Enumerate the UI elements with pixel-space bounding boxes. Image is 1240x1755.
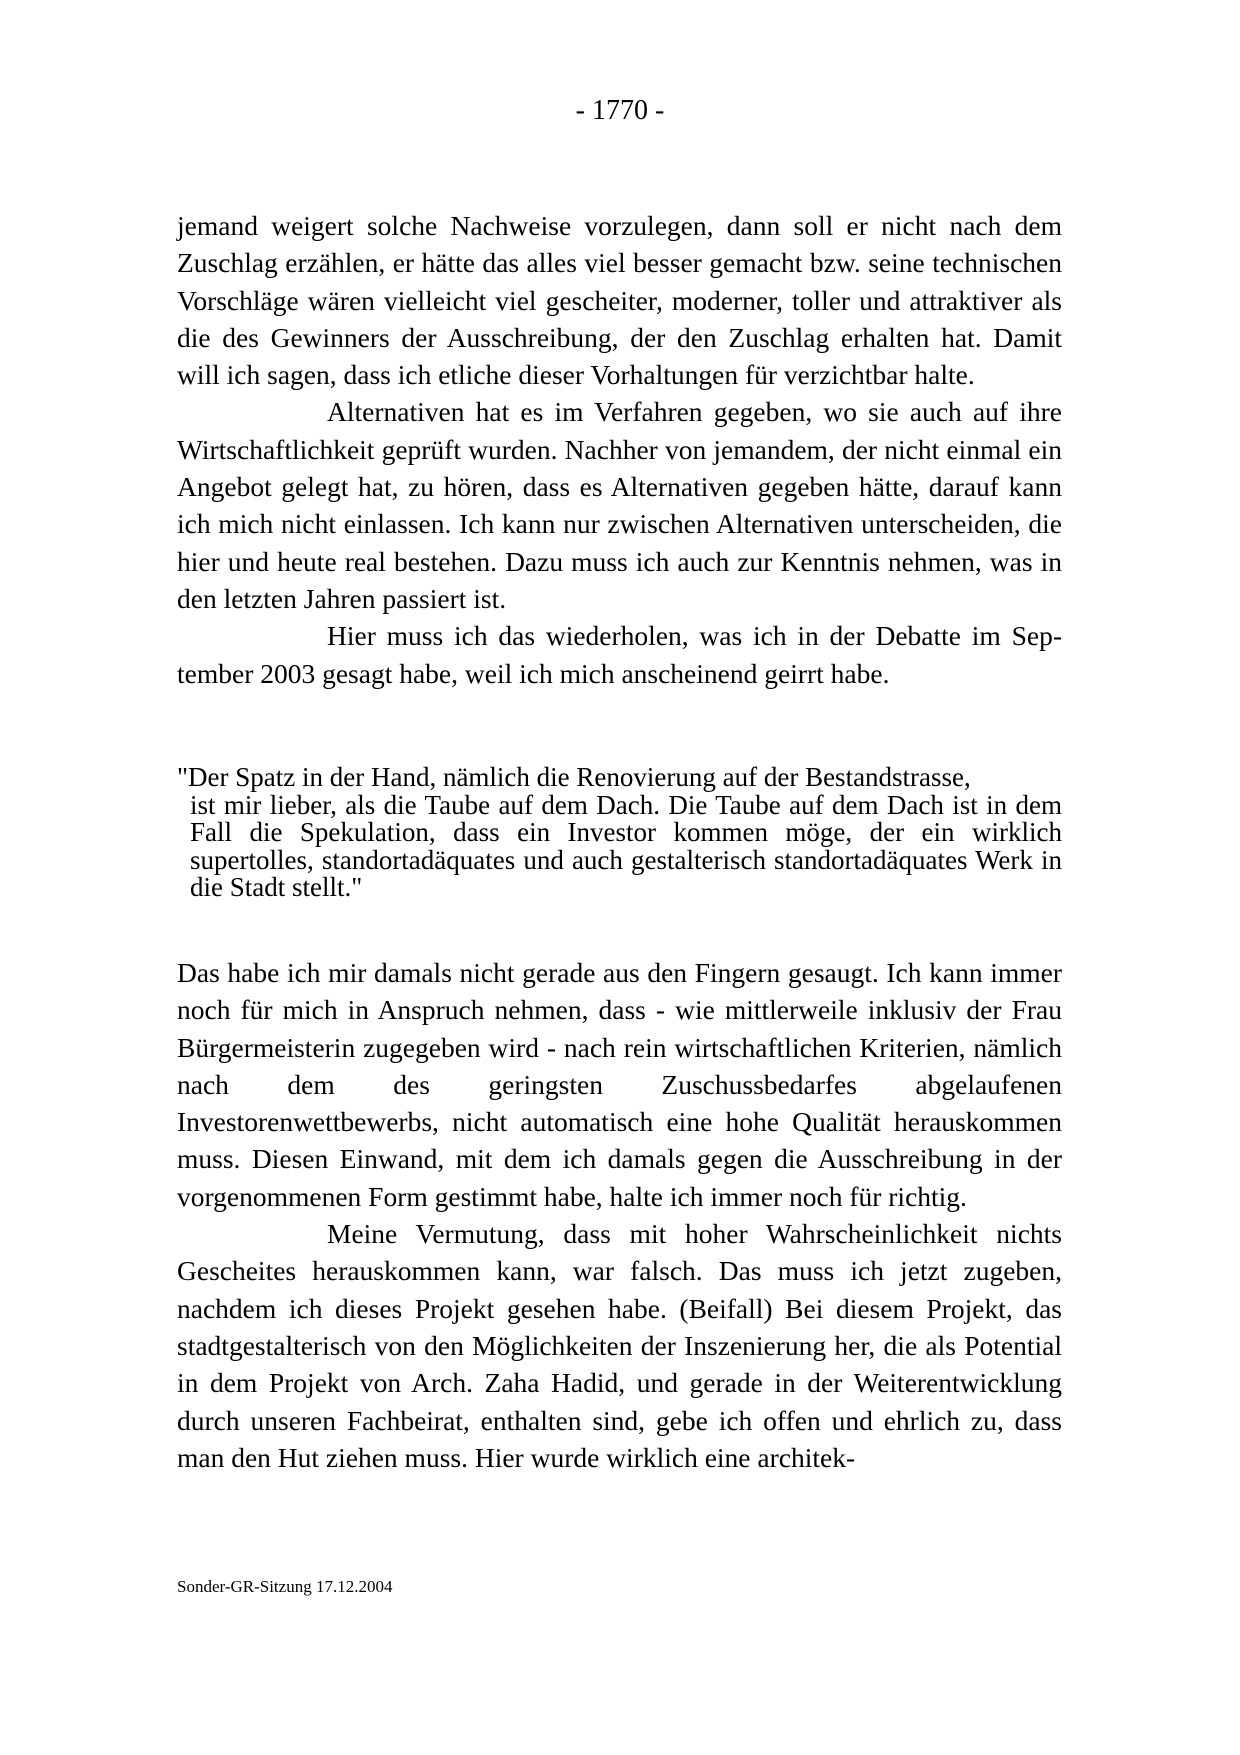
paragraph: Alternativen hat es im Verfahren gegeben, wo sie auch auf ihre Wirtschaftlichkeit geprüft wurden. Nachher von jemandem, der nicht einmal ein Angebot gelegt hat, zu hören, dass es Alternativen gegeben hätte, darauf kann ich mich nicht einlassen. Ich kann nur zwischen Alternativen unterscheiden, die hier und heute real bestehen. Dazu muss ich auch zur Kenntnis nehmen, was in den letzten Jahren passiert ist. [177, 396, 1062, 614]
quote-first-line: "Der Spatz in der Hand, nämlich die Renovierung auf der Bestandstrasse, [177, 762, 971, 792]
paragraph: Das habe ich mir damals nicht gerade aus den Fingern gesaugt. Ich kann immer noch für mich in Anspruch nehmen, dass - wie mittlerweile inklusiv der Frau Bürgermeisterin zugegeben wird - nach rein wirtschaftlichen Kriterien, nämlich nach dem des geringsten Zuschussbedarfes abgelaufenen Investorenwettbewerbs, nicht automatisch eine hohe Qualität herauskommen muss. Diesen Einwand, mit dem ich damals gegen die Ausschreibung in der vorgenommenen Form gestimmt habe, halte ich immer noch für richtig. [177, 957, 1062, 1212]
body-text-block-1 [177, 207, 1062, 692]
paragraph: jemand weigert solche Nachweise vorzulegen, dann soll er nicht nach dem Zuschlag erzählen, er hätte das alles viel besser gemacht bzw. seine technischen Vorschläge wären vielleicht viel gescheiter, moderner, toller und attraktiver als die des Gewinners der Ausschreibung, der den Zuschlag erhalten hat. Damit will ich sagen, dass ich etliche dieser Vorhaltungen für verzichtbar halte. [177, 210, 1062, 391]
page-footer: Sonder-GR-Sitzung 17.12.2004 [177, 1577, 393, 1596]
paragraph: Meine Vermutung, dass mit hoher Wahrscheinlichkeit nichts Gescheites herauskommen kann, war falsch. Das muss ich jetzt zugeben, nachdem ich dieses Projekt gesehen habe. (Beifall) Bei diesem Projekt, das stadtgestalterisch von den Möglichkeiten der Inszenierung her, die als Potential in dem Projekt von Arch. Zaha Hadid, und gerade in der Weiterentwicklung durch unseren Fachbeirat, enthalten sind, gebe ich offen und ehrlich zu, dass man den Hut ziehen muss. Hier wurde wirklich eine architek- [177, 1218, 1062, 1473]
page-number: - 1770 - [575, 95, 665, 126]
block-quote [177, 764, 1062, 902]
paragraph: Hier muss ich das wiederholen, was ich in der Debatte im September 2003 gesagt habe, weil ich mich anscheinend geirrt habe. [177, 620, 1062, 689]
quote-continuation: ist mir lieber, als die Taube auf dem Dach. Die Taube auf dem Dach ist in dem Fall die Spekulation, dass ein Investor kommen möge, der ein wirklich supertolles, standortadäquates und auch gestalterisch standortadäquates Werk in die Stadt stellt." [190, 789, 1062, 902]
body-text-block-2 [177, 954, 1062, 1476]
